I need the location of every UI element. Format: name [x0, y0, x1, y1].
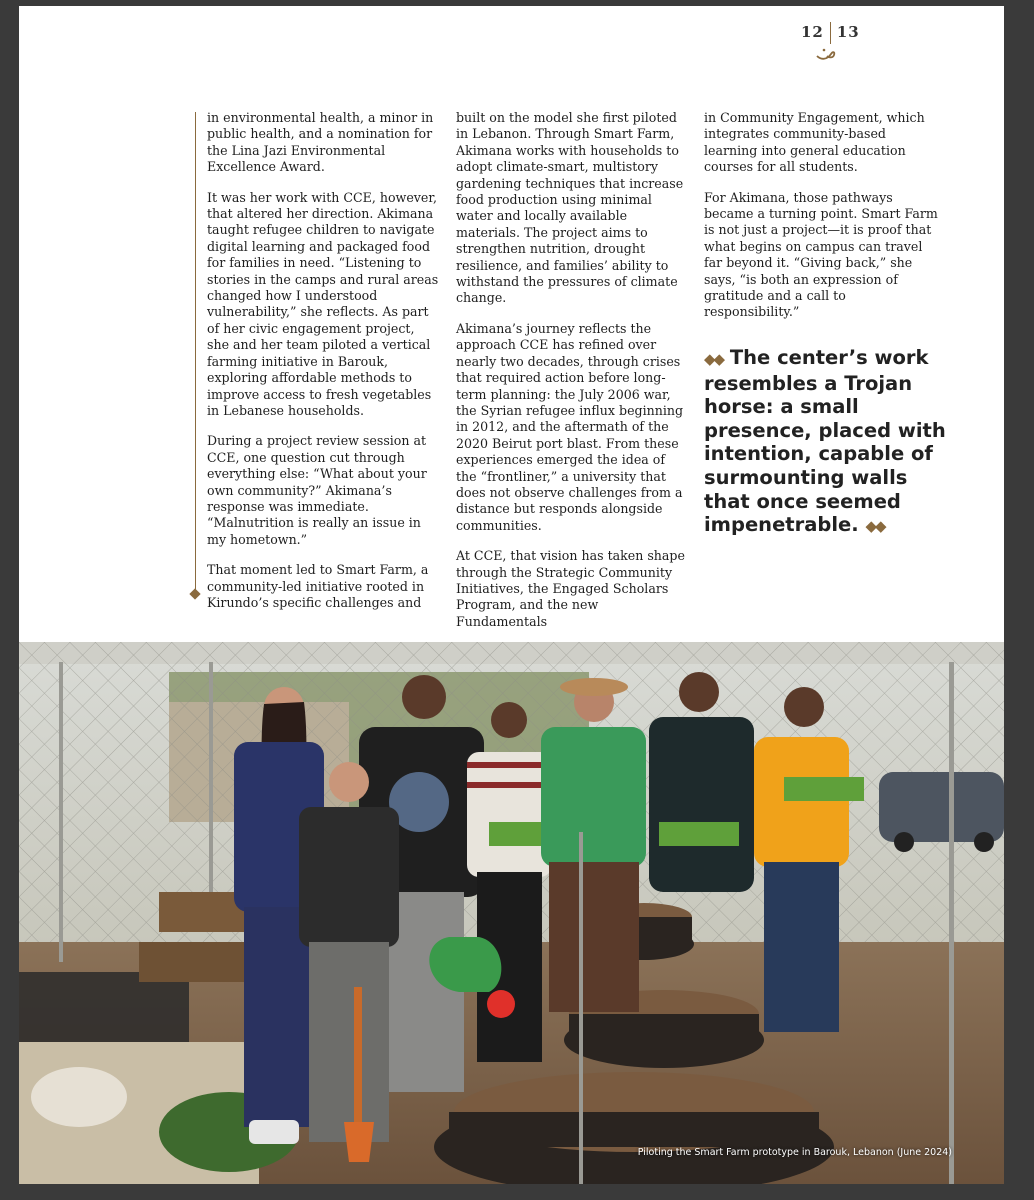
- quote-open-icon: ◆◆: [704, 350, 724, 368]
- text-column-1: [207, 110, 439, 625]
- rule-diamond-icon: [189, 588, 200, 599]
- paragraph: in Community Engagement, which integrates community-based learning into general education courses for all students.: [704, 110, 925, 175]
- paragraph: During a project review session at CCE, one question cut through everything else: “What about your own community?” Akimana’s response was immediate. “Malnutrition is really an issue in my hometown.”: [207, 433, 427, 547]
- folio-divider: [830, 22, 831, 44]
- pull-quote: [704, 346, 949, 539]
- text-column-2: [456, 110, 688, 644]
- page-number-right: 13: [836, 23, 860, 41]
- paragraph: in environmental health, a minor in public health, and a nomination for the Lina Jazi Environmental Excellence Award.: [207, 110, 434, 175]
- column-rule: [195, 112, 196, 598]
- page-number-left: 12: [801, 23, 824, 41]
- group-photo-illustration: [19, 642, 1004, 1184]
- paragraph: At CCE, that vision has taken shape through the Strategic Community Initiatives, the Engaged Scholars Program, and the new Fundamentals: [456, 548, 685, 629]
- calligraphy-ornament-icon: [815, 46, 837, 62]
- paragraph: That moment led to Smart Farm, a community-led initiative rooted in Kirundo’s specific challenges and: [207, 562, 429, 610]
- paragraph: Akimana’s journey reflects the approach CCE has refined over nearly two decades, through crises that required action before long-term planning: the July 2006 war, the Syrian refugee influx beginning in 2012, and the aftermath of the 2020 Beirut port blast. From these experiences emerged the idea of the “frontliner,” a university that does not observe challenges from a distance but responds alongside communities.: [456, 320, 684, 533]
- folio-ornament-icon: [815, 46, 837, 66]
- paragraph: It was her work with CCE, however, that altered her direction. Akimana taught refugee children to navigate digital learning and packaged food for families in need. “Listening to stories in the camps and rural areas changed how I understood vulnerability,” she reflects. As part of her civic engagement project, she and her team piloted a vertical farming initiative in Barouk, exploring affordable methods to improve access to fresh vegetables in Lebanese households.: [207, 189, 439, 418]
- quote-close-icon: ◆◆: [865, 517, 885, 536]
- magazine-page: [19, 6, 1004, 1184]
- paragraph: For Akimana, those pathways became a turning point. Smart Farm is not just a project—it is proof that what begins on campus can travel far beyond it. “Giving back,” she says, “is both an expression of gratitude and a call to responsibility.”: [704, 189, 938, 320]
- feature-photo: [19, 642, 1004, 1184]
- photo-caption: Piloting the Smart Farm prototype in Barouk, Lebanon (June 2024): [637, 1147, 952, 1158]
- pull-quote-text: The center’s work resembles a Trojan horse: a small presence, placed with intention, capable of surmounting walls that once seemed impenetrable.: [704, 346, 946, 537]
- paragraph: built on the model she first piloted in Lebanon. Through Smart Farm, Akimana works with households to adopt climate-smart, multistory gardening techniques that increase food production using minimal water and locally available materials. The project aims to strengthen nutrition, drought resilience, and families’ ability to withstand the pressures of climate change.: [456, 110, 684, 306]
- text-column-3: [704, 110, 940, 335]
- page-numbers: [801, 22, 860, 44]
